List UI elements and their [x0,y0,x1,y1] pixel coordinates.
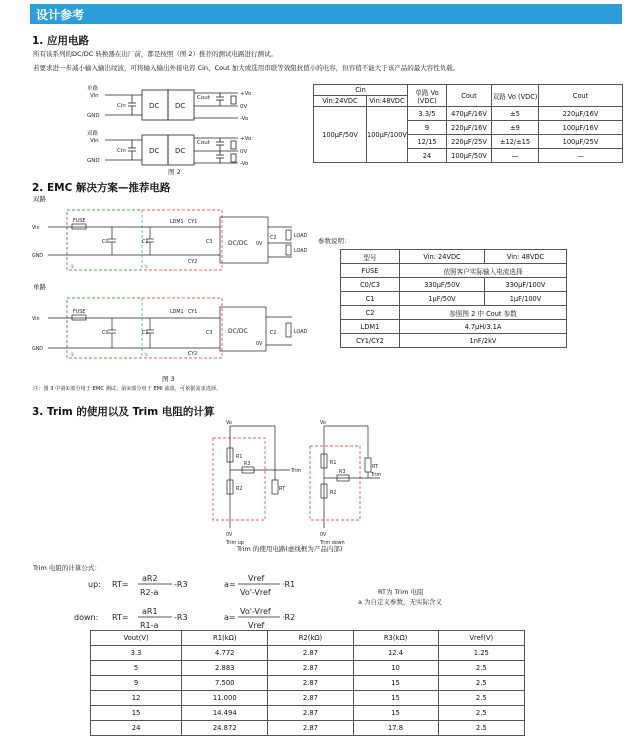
fig2-vo-pos-label-2: +Vo [240,136,252,142]
t1-cout-header: Cout [447,85,492,107]
fig2-cout-label-2: Cout [197,140,210,146]
t3-cell: 14.494 [182,706,268,721]
t1-cin48-value: 100μF/100V [367,107,408,163]
section-1-title: 1. 应用电路 [32,35,89,47]
fig2-gnd-label-1: GND [87,113,100,119]
t1-dvo: — [492,149,539,163]
section-3-title: 3. Trim 的使用以及 Trim 电阻的计算 [32,406,215,418]
emc-single-gnd: GND [32,347,43,352]
emc-note: 注：图 3 中第①部分用于 EMC 测试；第②部分用于 EMI 滤波，可依据需求选择。 [33,386,222,392]
formula-up-rt: RT= [112,580,129,589]
trim-up-r2: R2 [236,487,243,492]
figure-2-caption: 图 2 [168,168,181,176]
t3-cell: 5 [91,661,182,676]
params-row-24: 1μF/50V [400,292,485,306]
t3-cell: 2.883 [182,661,268,676]
fig2-vin-label-2: Vin [90,138,99,144]
emc-dual-label: 双路 [33,195,46,203]
formula-down-rt: RT= [112,613,129,622]
emc-dual-c3: C3 [206,240,213,245]
t3-cell: 7.500 [182,676,268,691]
formula-down-den: R1-a [140,621,159,630]
table-row [91,661,525,676]
t1-dvo: ±12/±15 [492,135,539,149]
emc-single-label: 单路 [33,283,46,291]
emc-single-circuit [30,293,310,363]
params-header-24: Vin: 24VDC [400,250,485,264]
figure-2-circuits [60,84,275,176]
emc-single-0v: 0V [256,342,263,347]
emc-single-c3: C3 [206,331,213,336]
trim-fig-caption: Trim 的使用电路(虚线框为产品内部) [237,545,343,553]
t1-dvo: ±9 [492,121,539,135]
t1-dual-vo-header: 双路 Vo (VDC) [492,85,539,107]
t3-cell: 2.87 [268,676,353,691]
emc-single-dcdc: DC/DC [228,328,248,335]
params-row-48: 1μF/100V [485,292,567,306]
formula-up-label: up: [88,580,101,589]
t1-vin48-header: Vin:48VDC [367,96,408,107]
formula-up-a-den: Vo'-Vref [240,588,271,597]
table-row [91,721,525,736]
trim-down-label: Trim down [320,541,345,546]
formula-up-num: aR2 [142,574,158,583]
t3-cell: 2.5 [438,676,524,691]
trim-up-rt: RT [279,487,285,492]
params-row-merged: 4.7μH/3.1A [400,320,567,334]
t3-header: Vout(V) [91,631,182,646]
emc-single-cy1: CY1 [188,310,198,315]
emc-dual-c2: C2 [270,236,277,241]
emc-single-c2: C2 [270,331,277,336]
fig2-gnd-label-2: GND [87,158,100,164]
t1-vo: 24 [408,149,447,163]
t1-dcout: 220μF/16V [539,107,623,121]
section-1-line-2: 若要求进一步减小输入输出纹波，可将输入输出外接电容 Cin、Cout 加大或选用串联等效阻抗值小的电容，但容值不能大于该产品的最大容性负载。 [33,64,460,72]
t1-vo: 3.3/5 [408,107,447,121]
trim-down-r3: R3 [339,470,346,475]
t3-header: Vref(V) [438,631,524,646]
trim-down-r1: R1 [330,461,337,466]
params-row-merged: 参照图 2 中 Cout 参数 [400,306,567,320]
emc-dual-part-1: ① [70,265,75,270]
t3-cell: 24 [91,721,182,736]
t3-cell: 15 [353,691,438,706]
t1-cout: 470μF/16V [447,107,492,121]
trim-up-vo: Vo [226,421,232,426]
cout-selection-table [313,84,623,163]
t3-header: R1(kΩ) [182,631,268,646]
trim-down-trim: Trim [371,473,382,478]
t1-dcout: — [539,149,623,163]
emc-dual-c0: C0 [102,240,109,245]
emc-dual-cy1: CY1 [188,220,198,225]
params-row-24: 330μF/50V [400,278,485,292]
t3-cell: 17.8 [353,721,438,736]
t1-dvo: ±5 [492,107,539,121]
trim-up-trim: Trim [291,469,302,474]
t3-cell: 10 [353,661,438,676]
t3-cell: 2.5 [438,691,524,706]
t1-cout2-header: Cout [539,85,623,107]
trim-resistor-table [90,630,525,736]
trim-formulas [74,570,500,632]
trim-up-0v: 0V [226,533,233,538]
fig2-0v-label-1: 0V [240,104,248,110]
params-row-name: C2 [341,306,400,320]
t3-cell: 9 [91,676,182,691]
emc-single-load: LOAD [294,330,308,335]
t3-header: R2(kΩ) [268,631,353,646]
section-header-title: 设计参考 [36,8,85,22]
t3-cell: 11.000 [182,691,268,706]
emc-dual-load-1: LOAD [294,234,308,239]
trim-up-label: Trim up [226,541,244,546]
emc-single-vin: Vin [32,317,40,322]
table-row [91,706,525,721]
emc-dual-c1: C1 [142,240,149,245]
t1-vin24-header: Vin:24VDC [314,96,367,107]
formula-note-2: a 为自定义参数，无实际含义 [358,598,443,606]
t3-cell: 12 [91,691,182,706]
formula-up-den: R2-a [140,588,159,597]
t3-cell: 4.772 [182,646,268,661]
t3-cell: 24.872 [182,721,268,736]
t1-dcout: 100μF/25V [539,135,623,149]
trim-down-rt: RT [372,465,378,470]
t3-header: R3(kΩ) [353,631,438,646]
emc-single-fuse: FUSE [73,310,86,315]
emc-dual-ldm1: LDM1 [170,220,184,225]
formula-down-a-tail: ·R2 [282,613,296,622]
t1-vo-header: 单路 Vo (VDC) [408,85,447,107]
formula-down-label: down: [74,613,99,622]
formula-up-minus-r3: -R3 [174,580,188,589]
figure-3-caption: 图 3 [162,375,175,383]
t3-cell: 12.4 [353,646,438,661]
params-row-name: FUSE [341,264,400,278]
t1-cout: 100μF/50V [447,149,492,163]
section-header-bar [30,4,622,24]
table-row [91,676,525,691]
t3-cell: 15 [91,706,182,721]
section-1-line-1: 所有该系列的DC/DC 转换器在出厂前，都是按照（图 2）推荐的测试电路进行测试。 [33,50,278,58]
emc-single-c0: C0 [102,331,109,336]
emc-single-c1: C1 [142,331,149,336]
trim-down-vo: Vo [320,421,326,426]
trim-up-r1: R1 [236,455,243,460]
t3-cell: 2.87 [268,646,353,661]
trim-up-r3: R3 [244,462,251,467]
formula-down-a-den: Vref [248,621,265,630]
t1-cout: 220μF/16V [447,121,492,135]
t3-cell: 15 [353,706,438,721]
fig2-dc-label-2: DC [175,102,186,110]
formula-down-a: a= [224,613,236,622]
emc-dual-fuse: FUSE [73,219,86,224]
fig2-dc-label-1: DC [149,102,160,110]
params-header-model: 型号 [341,250,400,264]
emc-dual-cy2: CY2 [188,260,198,265]
emc-single-ldm1: LDM1 [170,310,184,315]
fig2-0v-label-2: 0V [240,149,248,155]
params-row-merged: 依照客户实际输入电流选择 [400,264,567,278]
params-header-48: Vin: 48VDC [485,250,567,264]
params-row-merged: 1nF/2kV [400,334,567,348]
trim-calc-title: Trim 电阻的计算公式： [33,564,101,572]
t3-cell: 2.87 [268,661,353,676]
section-2-title: 2. EMC 解决方案—推荐电路 [32,182,171,194]
t3-cell: 2.87 [268,706,353,721]
emc-dual-circuit [30,205,310,275]
emc-single-part-2: ② [144,353,149,358]
t1-dcout: 100μF/16V [539,121,623,135]
fig2-single-label: 单路 [87,86,99,92]
params-row-name: LDM1 [341,320,400,334]
t3-cell: 3.3 [91,646,182,661]
t1-cin24-value: 100μF/50V [314,107,367,163]
emc-dual-load-2: LOAD [294,249,308,254]
params-row-name: C1 [341,292,400,306]
emc-params-table [340,249,567,348]
table-row [91,691,525,706]
emc-dual-0v: 0V [256,242,263,247]
t1-cout: 220μF/25V [447,135,492,149]
params-row-name: C0/C3 [341,278,400,292]
fig2-cin-label-1: Cin [117,103,126,109]
t3-cell: 2.5 [438,706,524,721]
trim-down-0v: 0V [320,533,327,538]
formula-down-num: aR1 [142,607,158,616]
params-row-48: 330μF/100V [485,278,567,292]
t3-cell: 2.87 [268,691,353,706]
table-row [91,646,525,661]
formula-down-minus-r3: -R3 [174,613,188,622]
trim-down-r2: R2 [330,491,337,496]
formula-up-a: a= [224,580,236,589]
formula-up-a-num: Vref [248,574,265,583]
emc-dual-dcdc: DC/DC [228,240,248,247]
fig2-vin-label-1: Vin [90,93,99,99]
t3-cell: 15 [353,676,438,691]
emc-dual-part-2: ② [144,265,149,270]
emc-dual-gnd: GND [32,254,43,259]
t1-cin-header: Cin [314,85,408,96]
params-row-name: CY1/CY2 [341,334,400,348]
params-title: 参数说明： [318,237,351,245]
fig2-dual-label: 双路 [87,131,99,137]
trim-circuits [200,418,390,546]
emc-single-cy2: CY2 [188,352,198,357]
t3-cell: 2.5 [438,661,524,676]
t3-cell: 2.87 [268,721,353,736]
formula-note-1: RT为 Trim 电阻 [378,588,424,596]
t3-cell: 1.25 [438,646,524,661]
formula-up-a-tail: ·R1 [282,580,296,589]
fig2-cout-label-1: Cout [197,95,210,101]
fig2-vo-pos-label-1: +Vo [240,91,252,97]
t1-vo: 9 [408,121,447,135]
fig2-vo-neg-label-1: -Vo [240,116,249,122]
t3-cell: 2.5 [438,721,524,736]
t1-vo: 12/15 [408,135,447,149]
fig2-vo-neg-label-2: -Vo [240,161,249,167]
fig2-cin-label-2: Cin [117,148,126,154]
fig2-dc-label-3: DC [149,147,160,155]
formula-down-a-num: Vo'-Vref [240,607,271,616]
emc-dual-vin: Vin [32,226,40,231]
fig2-dc-label-4: DC [175,147,186,155]
emc-single-part-1: ① [70,353,75,358]
